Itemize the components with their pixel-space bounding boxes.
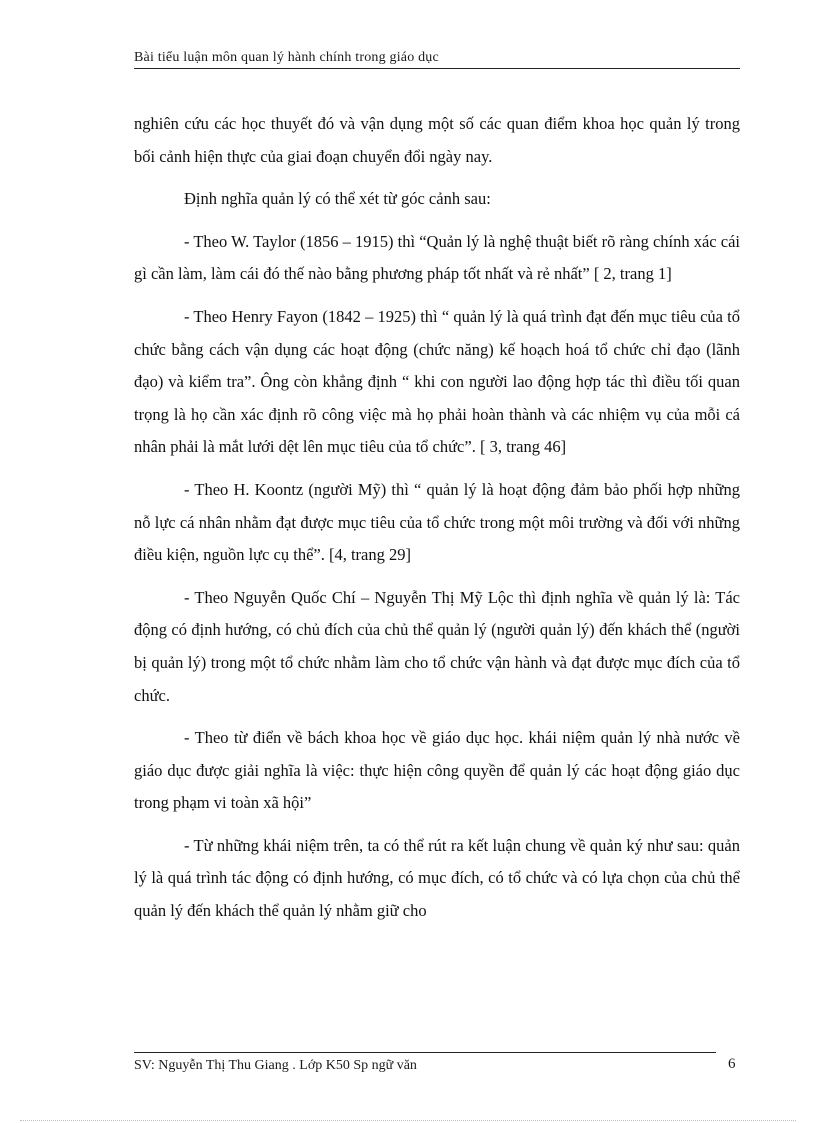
paragraph-definition-intro: Định nghĩa quản lý có thể xét từ góc cảnh sau: bbox=[184, 189, 491, 209]
page-edge-divider bbox=[20, 1120, 796, 1121]
paragraph-encyclopedia: - Theo từ điển về bách khoa học về giáo dục học. khái niệm quản lý nhà nước về giáo dục được giải nghĩa là việc: thực hiện công quyền để quản lý các hoạt động giáo dục trong phạm vi toàn xã hội” bbox=[134, 728, 740, 813]
paragraph-continuation: nghiên cứu các học thuyết đó và vận dụng một số các quan điểm khoa học quản lý trong bối cảnh hiện thực của giai đoạn chuyển đổi ngày nay. bbox=[134, 114, 740, 166]
running-footer: SV: Nguyễn Thị Thu Giang . Lớp K50 Sp ngữ văn bbox=[134, 1058, 417, 1073]
body-text bbox=[134, 108, 740, 938]
footer-rule bbox=[134, 1052, 716, 1053]
paragraph-conclusion: - Từ những khái niệm trên, ta có thể rút ra kết luận chung về quản ký như sau: quản lý là quá trình tác động có định hướng, có mục đích, có tổ chức và có lựa chọn của chủ thể quản lý đến khách thể quản lý nhằm giữ cho bbox=[134, 835, 740, 921]
header-rule bbox=[134, 68, 740, 69]
paragraph-taylor: - Theo W. Taylor (1856 – 1915) thì “Quản lý là nghệ thuật biết rõ ràng chính xác cái gì cần làm, làm cái đó thế nào bằng phương pháp tốt nhất và rẻ nhất” [ 2, trang 1] bbox=[134, 231, 740, 284]
paragraph-koontz: - Theo H. Koontz (người Mỹ) thì “ quản lý là hoạt động đảm bảo phối hợp những nỗ lực cá nhân nhằm đạt được mục tiêu của tổ chức trong một môi trường và đối với những điều kiện, nguồn lực cụ thể”. [4, trang 29] bbox=[134, 479, 740, 565]
paragraph-nguyen-quoc-chi: - Theo Nguyễn Quốc Chí – Nguyễn Thị Mỹ Lộc thì định nghĩa về quản lý là: Tác động có định hướng, có chủ đích của chủ thể quản lý (người quản lý) đến khách thể (người bị quản lý) trong một tổ chức nhằm làm cho tổ chức vận hành và đạt được mục đích của tổ chức. bbox=[134, 587, 740, 705]
running-header: Bài tiểu luận môn quan lý hành chính trong giáo dục bbox=[134, 50, 439, 65]
page-number: 6 bbox=[728, 1056, 736, 1072]
paragraph-fayon: - Theo Henry Fayon (1842 – 1925) thì “ quản lý là quá trình đạt đến mục tiêu của tổ chức bằng cách vận dụng các hoạt động (chức năng) kế hoạch hoá tổ chức chỉ đạo (lãnh đạo) và kiểm tra”. Ông còn khẳng định “ khi con người lao động hợp tác thì điều tối quan trọng là họ cần xác định rõ công việc mà họ phải hoàn thành và các nhiệm vụ của mỗi cá nhân phải là mắt lưới dệt lên mục tiêu của tổ chức”. [ 3, trang 46] bbox=[134, 306, 740, 457]
